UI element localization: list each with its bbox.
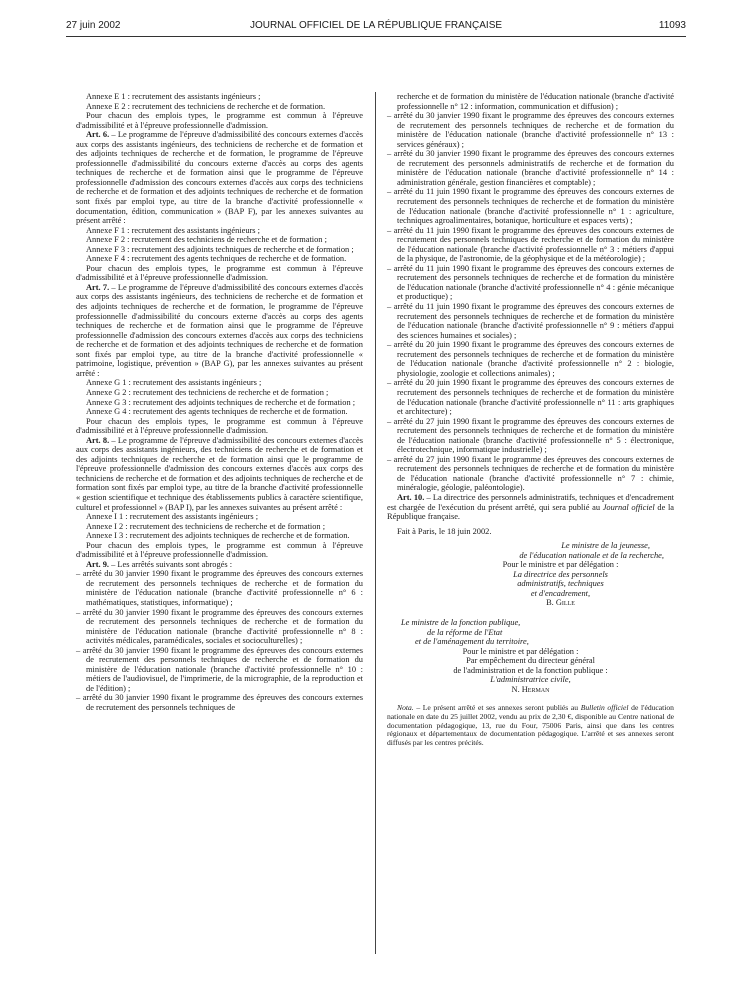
header-rule bbox=[66, 36, 686, 37]
signatory-2-delegation: Pour le ministre et par délégation : bbox=[462, 646, 579, 656]
signatory-2-function: L'administratrice civile, bbox=[490, 675, 571, 685]
repealed-decree-item: – arrêté du 27 juin 1990 fixant le programme des épreuves des concours externes de recrutement des personnels techniques de recherche et de formation du ministère de l'éducation nationale (branche d'activité professionnelle n° 5 : électronique, électrotechnique, informatique industrielle) ; bbox=[387, 416, 674, 455]
annex-i2: Annexe I 2 : recrutement des techniciens de recherche et de formation ; bbox=[86, 521, 326, 531]
signatory-1-function: et d'encadrement, bbox=[530, 588, 591, 598]
nota-text-end: de l'éducation nationale en date du 25 juillet 2002, vendu au prix de 2,30 €, disponible au Centre national de documentation pédagogique, 13, rue du Four, 75006 Paris, ainsi que dans les centres régionaux et départementaux de documentation pédagogique. L'arrêté et ses annexes seront diffusés par les centres précités. bbox=[387, 703, 674, 747]
annex-g2: Annexe G 2 : recrutement des techniciens de recherche et de formation ; bbox=[86, 387, 329, 397]
repealed-decree-item: – arrêté du 20 juin 1990 fixant le programme des épreuves des concours externes de recrutement des personnels techniques de recherche et de formation du ministère de l'éducation nationale (branche d'activité professionnelle n° 11 : arts graphiques et architecture) ; bbox=[387, 378, 674, 417]
repealed-decree-item: – arrêté du 11 juin 1990 fixant le programme des épreuves des concours externes de recrutement des personnels techniques de recherche et de formation du ministère de l'éducation nationale (branche d'activité professionnelle n° 1 : agriculture, techniques agroalimentaires, botanique, horticulture et espaces verts) ; bbox=[387, 187, 674, 226]
page-header bbox=[66, 20, 686, 36]
repealed-decree-item: – arrêté du 11 juin 1990 fixant le programme des épreuves des concours externes de recrutement des personnels techniques de recherche et de formation du ministère de l'éducation nationale (branche d'activité professionnelle n° 4 : génie mécanique et productique) ; bbox=[387, 263, 674, 302]
bulletin-officiel-ref: Bulletin officiel bbox=[580, 703, 629, 713]
repealed-decree-item: – arrêté du 30 janvier 1990 fixant le programme des épreuves des concours externes de recrutement des personnels techniques de bbox=[76, 693, 363, 712]
repealed-decree-item: – arrêté du 30 janvier 1990 fixant le programme des épreuves des concours externes de recrutement des personnels administratifs de recherche et de formation du ministère de l'éducation nationale (branche d'activité professionnelle n° 14 : administration générale, gestion financières et comptable) ; bbox=[387, 149, 674, 187]
article-10-label: Art. 10. bbox=[397, 492, 425, 502]
repealed-decree-continuation: recherche et de formation du ministère de l'éducation nationale (branche d'activité professionnelle n° 12 : information, communication et diffusion) ; bbox=[397, 92, 674, 111]
signatory-2-delegation: Par empêchement du directeur général bbox=[466, 656, 595, 666]
common-program-note: Pour chacun des emplois types, le programme est commun à l'épreuve d'admissibilité et à l'épreuve professionnelle d'admission. bbox=[76, 111, 363, 130]
signatory-1-function: La directrice des personnels bbox=[513, 569, 608, 579]
article-8-text: – Le programme de l'épreuve d'admissibilité des concours externes d'accès aux corps des assistants ingénieurs, des techniciens de recherche et de formation et des adjoints techniques de recherche et de formation ainsi que le programme de l'épreuve professionnelle d'admission des concours externes d'accès aux corps des techniciens de recherche et de formation et des adjoints techniques de recherche et de formation sont fixés par emploi type, au titre de la branche d'activité professionnelle « gestion scientifique et technique des établissements publics à caractère scientifique, culturel et professionnel » (BAP I), par les annexes suivantes au présent arrêté : bbox=[76, 435, 363, 512]
nota-text: – Le présent arrêté et ses annexes seront publiés au bbox=[413, 703, 581, 713]
repealed-decree-item: – arrêté du 11 juin 1990 fixant le programme des épreuves des concours externes de recrutement des personnels techniques de recherche et de formation du ministère de l'éducation nationale (branche d'activité professionnelle n° 9 : métiers d'appui des sciences humaines et sociales) ; bbox=[387, 302, 674, 340]
nota-label: Nota. bbox=[397, 703, 414, 713]
signatory-2-title: Le ministre de la fonction publique, bbox=[401, 617, 521, 627]
annex-i1: Annexe I 1 : recrutement des assistants ingénieurs ; bbox=[86, 512, 259, 522]
signing-place-date: Fait à Paris, le 18 juin 2002. bbox=[397, 526, 492, 536]
left-column bbox=[76, 92, 363, 713]
annex-g3: Annexe G 3 : recrutement des adjoints techniques de recherche et de formation ; bbox=[86, 397, 356, 407]
nota-note bbox=[387, 704, 674, 747]
repealed-decree-item: – arrêté du 30 janvier 1990 fixant le programme des épreuves des concours externes de recrutement des personnels techniques de recherche et de formation du ministère de l'éducation nationale (branche d'activité professionnelle n° 10 : métiers de l'audiovisuel, de l'imprimerie, de la micrographie, de la reproduction et de l'édition) ; bbox=[76, 645, 363, 693]
article-6 bbox=[76, 130, 363, 225]
spacer bbox=[387, 608, 674, 618]
article-10 bbox=[387, 493, 674, 522]
annex-g4: Annexe G 4 : recrutement des agents techniques de recherche et de formation. bbox=[86, 407, 348, 417]
repealed-decree-item: – arrêté du 20 juin 1990 fixant le programme des épreuves des concours externes de recrutement des personnels techniques de recherche et de formation du ministère de l'éducation nationale (branche d'activité professionnelle n° 2 : biologie, physiologie, zoologie et collections animales) ; bbox=[387, 340, 674, 378]
journal-title: JOURNAL OFFICIEL DE LA RÉPUBLIQUE FRANÇAISE bbox=[249, 20, 503, 31]
signatory-2-name: N. Herman bbox=[511, 684, 550, 694]
article-9-label: Art. 9. bbox=[86, 559, 110, 569]
annex-f1: Annexe F 1 : recrutement des assistants ingénieurs ; bbox=[86, 225, 260, 235]
article-8-label: Art. 8. bbox=[86, 435, 110, 445]
article-6-text: – Le programme de l'épreuve d'admissibilité des concours externes d'accès aux corps des assistants ingénieurs, des techniciens de recherche et de formation et des adjoints techniques de recherche et de formation, le programme de l'épreuve professionnelle d'admissibilité du concours externe d'accès au corps des agents techniques de recherche et de formation ainsi que le programme de l'épreuve professionnelle d'admission des concours externes d'accès aux corps des techniciens de recherche et de formation et des adjoints techniques de recherche et de formation sont fixés par emploi type, au titre de la branche d'activité professionnelle « documentation, édition, communication » (BAP F), par les annexes suivantes au présent arrêté : bbox=[76, 130, 363, 226]
annex-f2: Annexe F 2 : recrutement des techniciens de recherche et de formation ; bbox=[86, 235, 327, 245]
repealed-decree-item: – arrêté du 11 juin 1990 fixant le programme des épreuves des concours externes de recrutement des personnels techniques de recherche et de formation du ministère de l'éducation nationale (branche d'activité professionnelle n° 3 : métiers d'appui de la physique, de l'astronomie, de la géophysique et de la météorologie) ; bbox=[387, 225, 674, 264]
article-9-text: – Les arrêtés suivants sont abrogés : bbox=[109, 559, 233, 569]
signatory-2-title: de la réforme de l'Etat bbox=[427, 627, 503, 637]
annex-f4: Annexe F 4 : recrutement des agents techniques de recherche et de formation. bbox=[86, 254, 347, 264]
page-number: 11093 bbox=[658, 20, 686, 31]
signatory-1-title: Le ministre de la jeunesse, bbox=[561, 541, 650, 551]
article-7-label: Art. 7. bbox=[86, 282, 110, 292]
right-column bbox=[387, 92, 674, 747]
column-divider bbox=[375, 92, 376, 954]
signatory-2-title: et de l'aménagement du territoire, bbox=[415, 637, 529, 647]
signatory-1-title: de l'éducation nationale et de la recherche, bbox=[519, 550, 664, 560]
annex-g1: Annexe G 1 : recrutement des assistants ingénieurs ; bbox=[86, 378, 262, 388]
annex-i3: Annexe I 3 : recrutement des adjoints techniques de recherche et de formation. bbox=[86, 531, 350, 541]
signatory-1-name: B. Gille bbox=[546, 598, 575, 608]
repealed-decree-item: – arrêté du 30 janvier 1990 fixant le programme des épreuves des concours externes de recrutement des personnels techniques de recherche et de formation du ministère de l'éducation nationale (branche d'activité professionnelle n° 6 : mathématiques, statistiques, informatique) ; bbox=[76, 569, 363, 607]
article-10-text: – La directrice des personnels administratifs, techniques et d'encadrement est chargée de l'exécution du présent arrêté, qui sera publié au bbox=[387, 492, 674, 512]
common-program-note: Pour chacun des emplois types, le programme est commun à l'épreuve d'admissibilité et à l'épreuve professionnelle d'admission. bbox=[76, 416, 363, 436]
article-7 bbox=[76, 283, 363, 378]
repealed-decree-item: – arrêté du 30 janvier 1990 fixant le programme des épreuves des concours externes de recrutement des personnels techniques de recherche et de formation du ministère de l'éducation nationale (branche d'activité professionnelle n° 8 : activités médicales, paramédicales, sociales et socioculturelles) ; bbox=[76, 607, 363, 646]
journal-officiel-ref: Journal officiel bbox=[602, 502, 655, 512]
repealed-decree-item: – arrêté du 27 juin 1990 fixant le programme des épreuves des concours externes de recrutement des personnels techniques de recherche et de formation du ministère de l'éducation nationale (branche d'activité professionnelle n° 7 : chimie, minéralogie, géologie, paléontologie). bbox=[387, 454, 674, 493]
signatory-1-function: administratifs, techniques bbox=[517, 579, 604, 589]
publication-date: 27 juin 2002 bbox=[66, 20, 121, 31]
article-6-label: Art. 6. bbox=[86, 130, 110, 140]
article-10-end: de la République française. bbox=[387, 502, 675, 522]
article-7-text: – Le programme de l'épreuve d'admissibilité des concours externes d'accès aux corps des assistants ingénieurs, des techniciens de recherche et de formation et des adjoints techniques de recherche et de formation, le programme de l'épreuve professionnelle d'admissibilité du concours externe d'accès au corps des agents techniques de recherche et de formation ainsi que le programme de l'épreuve professionnelle d'admission des concours externes d'accès aux corps des techniciens de recherche et de formation et des adjoints techniques de recherche et de formation sont fixés par emploi type, au titre de la branche d'activité professionnelle « patrimoine, logistique, prévention » (BAP G), par les annexes suivantes au présent arrêté : bbox=[76, 282, 363, 378]
annex-e1: Annexe E 1 : recrutement des assistants ingénieurs ; bbox=[86, 92, 261, 101]
annex-f3: Annexe F 3 : recrutement des adjoints techniques de recherche et de formation ; bbox=[86, 244, 354, 254]
common-program-note: Pour chacun des emplois types, le programme est commun à l'épreuve d'admissibilité et à l'épreuve professionnelle d'admission. bbox=[76, 540, 363, 560]
signatory-2-delegation: de l'administration et de la fonction publique : bbox=[453, 665, 608, 675]
article-8 bbox=[76, 436, 363, 512]
repealed-decree-item: – arrêté du 30 janvier 1990 fixant le programme des épreuves des concours externes de recrutement des personnels techniques de recherche et de formation du ministère de l'éducation nationale (branche d'activité professionnelle n° 13 : services généraux) ; bbox=[387, 111, 674, 149]
annex-e2: Annexe E 2 : recrutement des techniciens de recherche et de formation. bbox=[86, 101, 326, 111]
signatory-1-delegation: Pour le ministre et par délégation : bbox=[502, 560, 619, 570]
article-9 bbox=[76, 560, 363, 570]
common-program-note: Pour chacun des emplois types, le programme est commun à l'épreuve d'admissibilité et à l'épreuve professionnelle d'admission. bbox=[76, 263, 363, 283]
